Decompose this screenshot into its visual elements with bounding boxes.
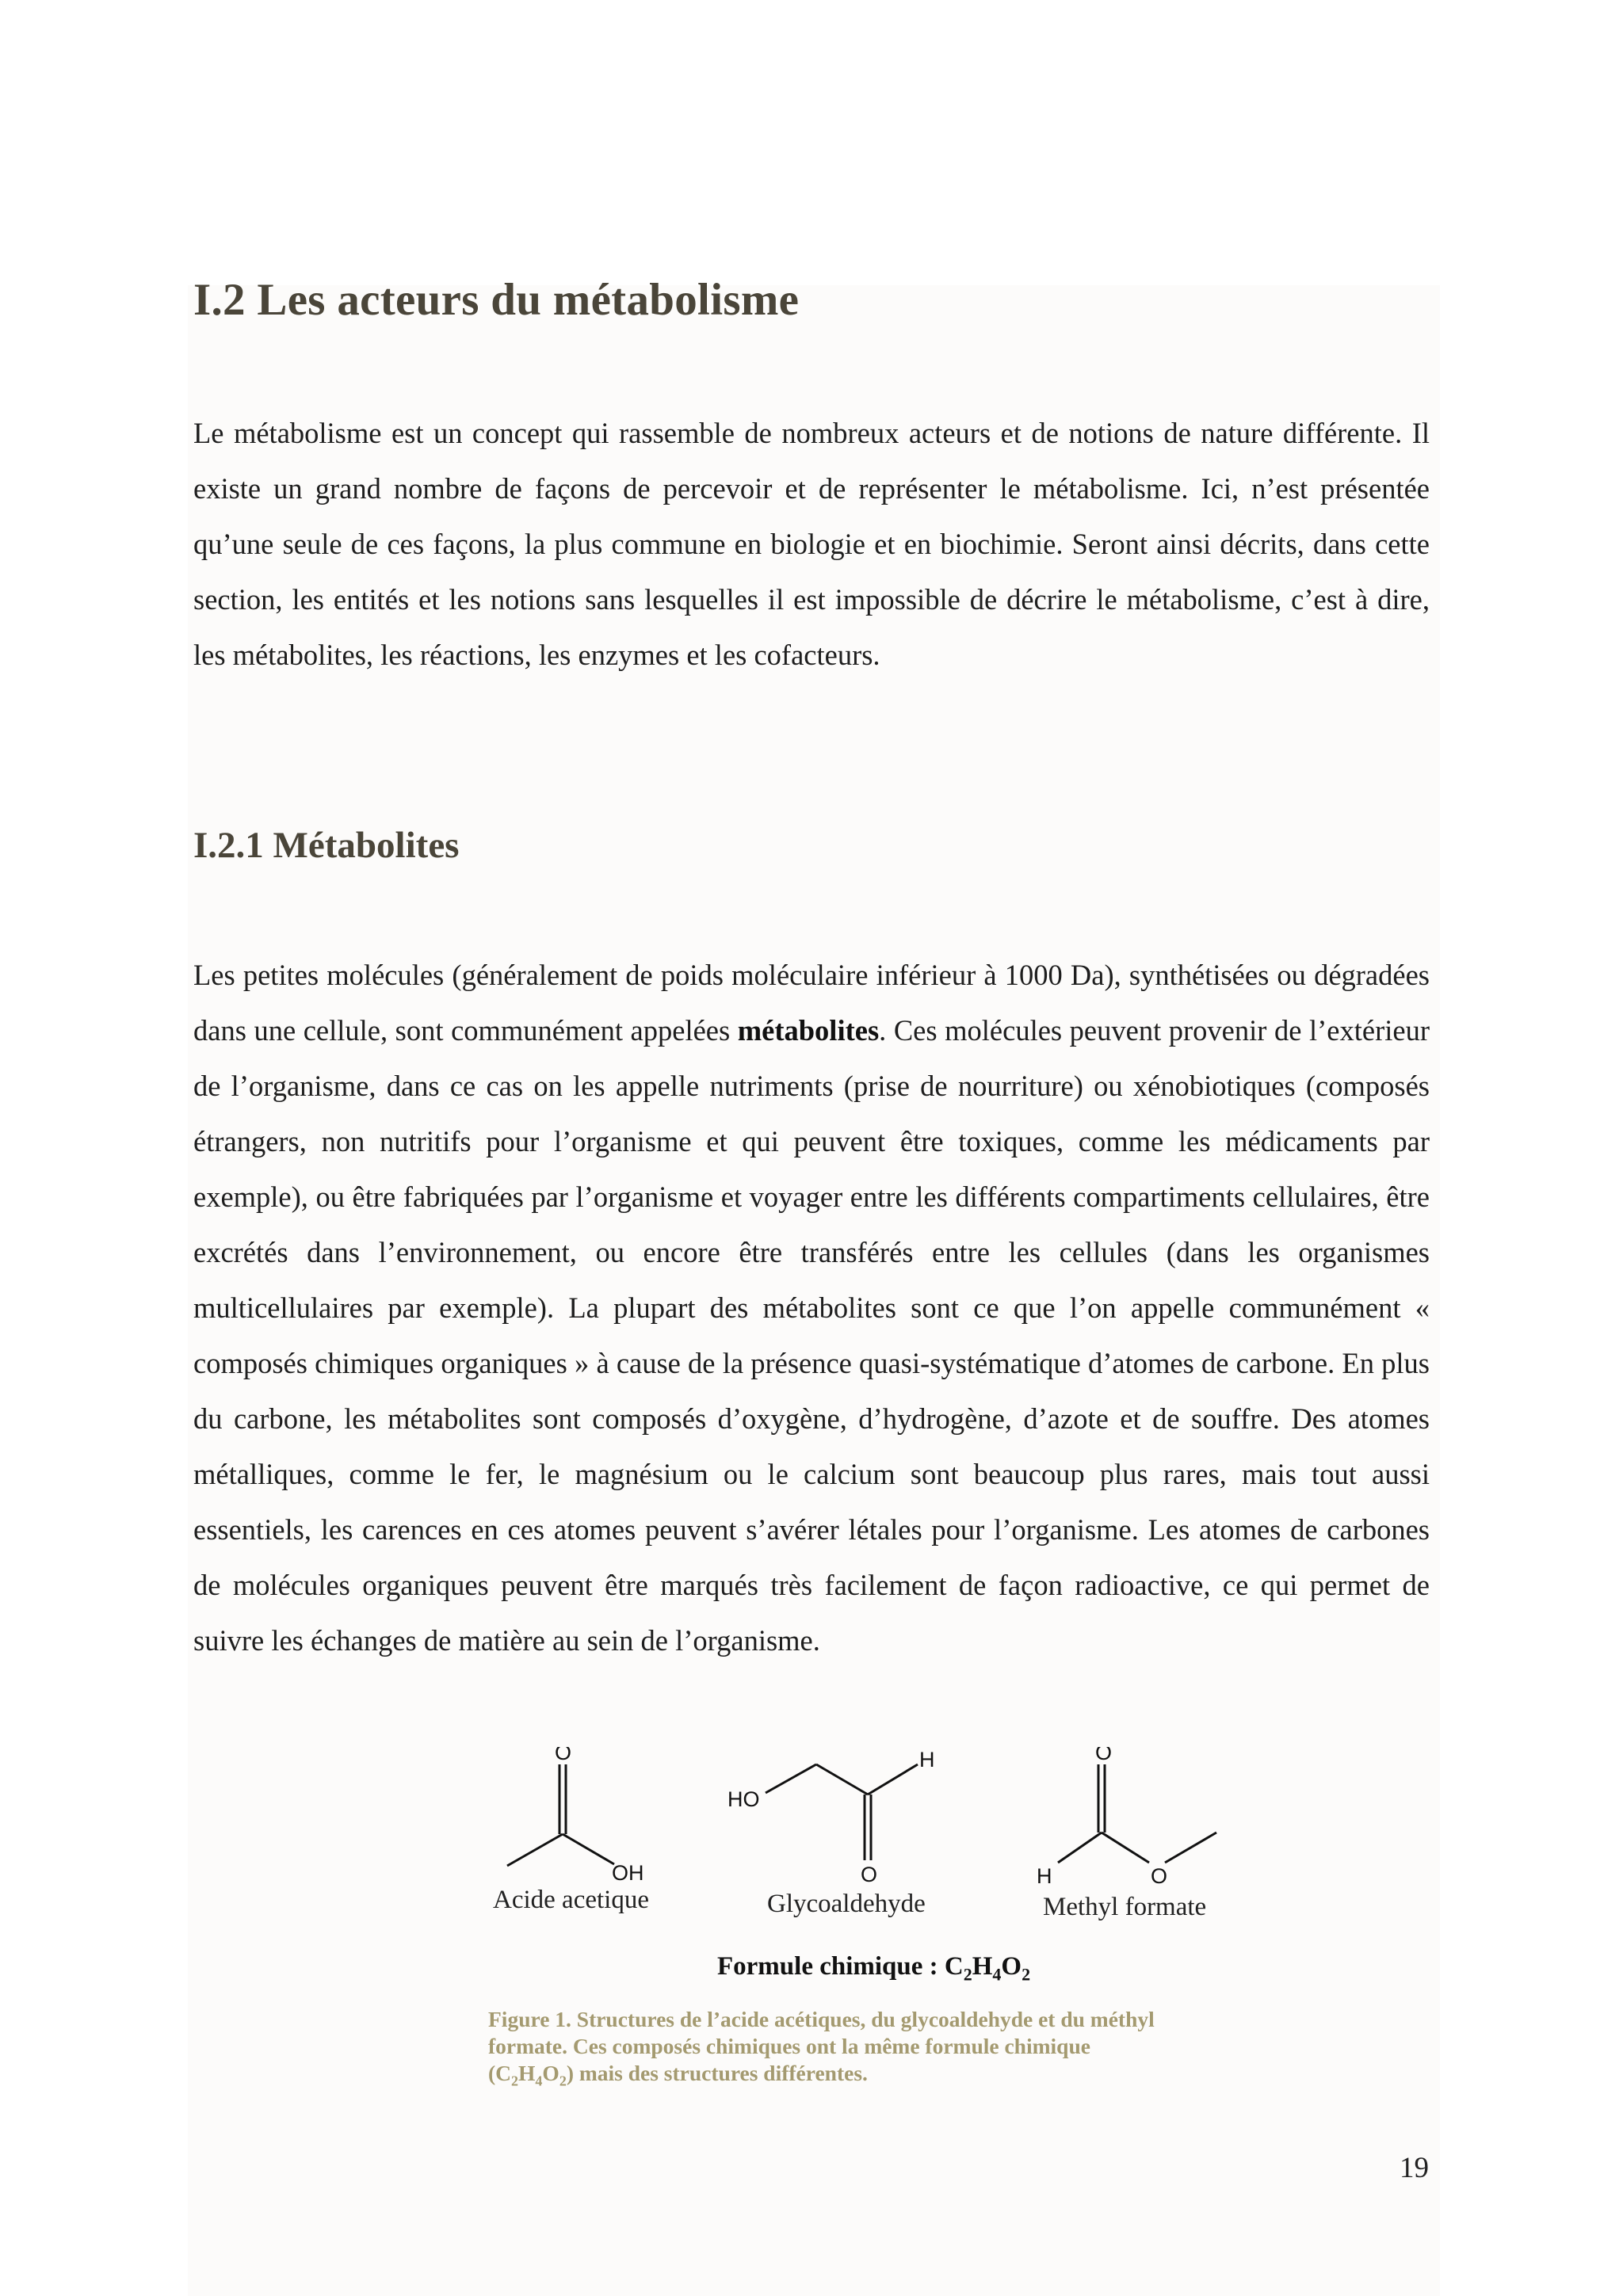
metabolites-paragraph <box>193 948 1430 1669</box>
methyl-formate-name: Methyl formate <box>1043 1893 1207 1921</box>
paragraph-text-start: Les petites molécules (généralement de poids moléculaire inférieur à 1000 Da), synthétisées ou dégradées dans une cellule, sont communément appelées <box>193 959 1430 1047</box>
section-heading: I.2 Les acteurs du métabolisme <box>193 275 800 325</box>
glyco-o-label: O <box>861 1863 878 1886</box>
caption-sub-o: 2 <box>559 2073 567 2089</box>
formula-line <box>717 1952 1030 1985</box>
caption-o: O <box>542 2061 559 2085</box>
formate-h-label: H <box>1037 1864 1052 1888</box>
formula-sub-c: 2 <box>963 1964 972 1985</box>
acetic-o-label: O <box>555 1747 572 1764</box>
glyco-ho-label: HO <box>727 1787 760 1811</box>
acetic-acid-structure <box>507 1764 614 1866</box>
formula-h: H <box>972 1952 993 1981</box>
caption-text-start: Figure 1. Structures de l’acide acétiques, du glycoaldehyde et du méthyl formate. Ces composés chimiques ont la même formule chimique (C <box>488 2007 1155 2085</box>
figure-caption <box>488 2006 1170 2095</box>
acetic-oh-label: OH <box>612 1861 644 1885</box>
formula-sub-h: 4 <box>992 1964 1002 1985</box>
glycoaldehyde-structure <box>766 1764 918 1860</box>
formula-o: O <box>1001 1952 1022 1981</box>
formate-o-label: O <box>1095 1747 1113 1764</box>
intro-paragraph: Le métabolisme est un concept qui rassemble de nombreux acteurs et de notions de nature différente. Il existe un grand nombre de façons de percevoir et de représenter le métabolisme. Ici, n’est présentée qu’une seule de ces façons, la plus commune en biologie et en biochimie. Seront ainsi décrits, dans cette section, les entités et les notions sans lesquelles il est impossible de décrire le métabolisme, c’est à dire, les métabolites, les réactions, les enzymes et les cofacteurs. <box>193 417 1430 671</box>
acetic-acid-name: Acide acetique <box>493 1886 649 1914</box>
caption-sub-h: 4 <box>535 2073 543 2089</box>
term-metabolites: métabolites <box>737 1014 880 1047</box>
formula-label: Formule chimique : C <box>717 1952 964 1981</box>
caption-sub-c: 2 <box>511 2073 519 2089</box>
paragraph-text-end: . Ces molécules peuvent provenir de l’extérieur de l’organisme, dans ce cas on les appelle nutriments (prise de nourriture) ou xénobiotiques (composés étrangers, non nutritifs pour l’organisme et qui peuvent être toxiques, comme les médicaments par exemple), ou être fabriquées par l’organisme et voyager entre les différents compartiments cellulaires, être excrétés dans l’environnement, ou encore être transférés entre les cellules (dans les organismes multicellulaires par exemple). La plupart des métabolites sont ce que l’on appelle communément « composés chimiques organiques » à cause de la présence quasi-systématique d’atomes de carbone. En plus du carbone, les métabolites sont composés d’oxygène, d’hydrogène, d’azote et de souffre. Des atomes métalliques, comme le fer, le magnésium ou le calcium sont beaucoup plus rares, mais tout aussi essentiels, les carences en ces atomes peuvent s’avérer létales pour l’organisme. Les atomes de carbones de molécules organiques peuvent être marqués très facilement de façon radioactive, ce qui permet de suivre les échanges de matière au sein de l’organisme. <box>193 1014 1430 1657</box>
methyl-formate-structure <box>1058 1764 1216 1863</box>
formate-o-ester-label: O <box>1151 1864 1168 1888</box>
caption-h: H <box>518 2061 536 2085</box>
formula-sub-o: 2 <box>1022 1964 1031 1985</box>
page-number: 19 <box>1400 2152 1429 2184</box>
caption-text-end: ) mais des structures différentes. <box>566 2061 868 2085</box>
glycoaldehyde-name: Glycoaldehyde <box>767 1890 926 1918</box>
subsection-heading: I.2.1 Métabolites <box>193 825 460 866</box>
glyco-h-label: H <box>919 1748 935 1772</box>
